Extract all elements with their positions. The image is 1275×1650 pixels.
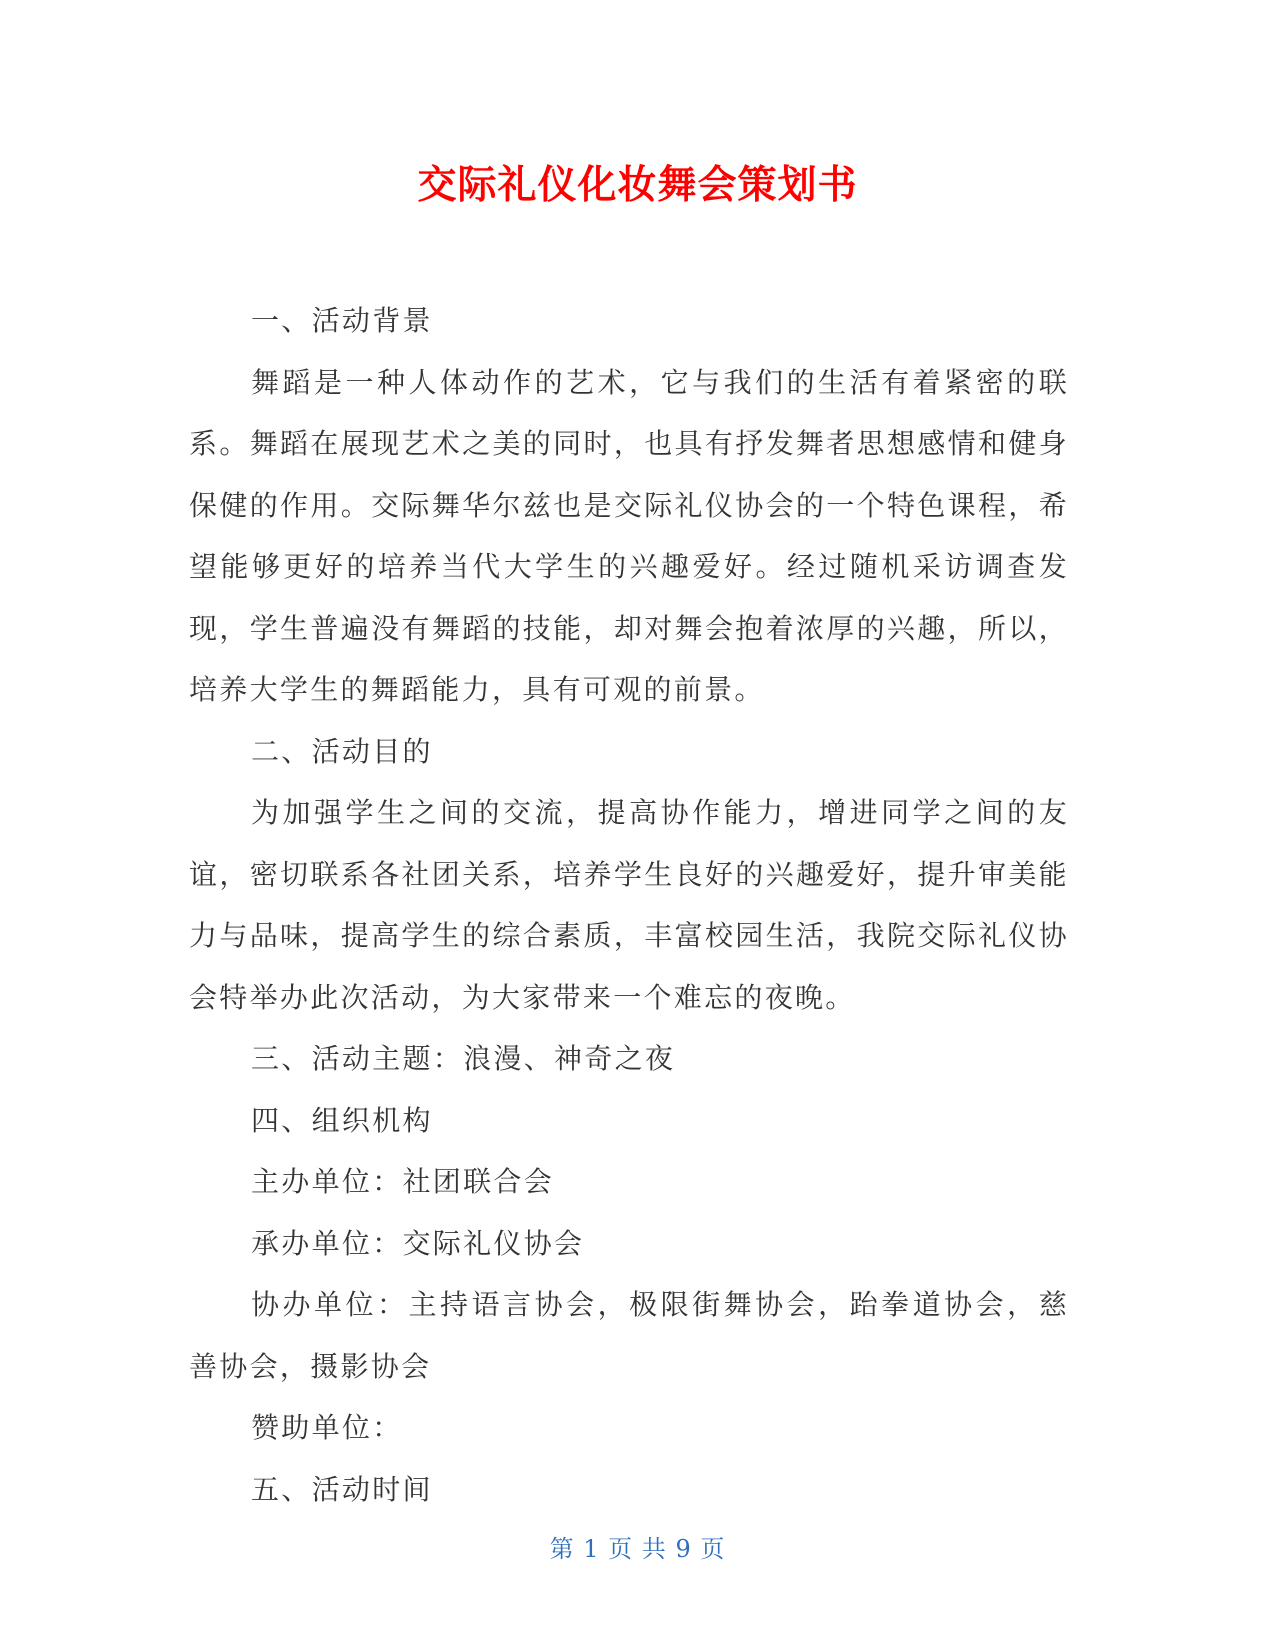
heading-activity-time: 五、活动时间 xyxy=(251,1472,433,1506)
page-number-footer: 第 1 页 共 9 页 xyxy=(549,1535,726,1563)
heading-activity-theme: 三、活动主题：浪漫、神奇之夜 xyxy=(251,1042,676,1075)
sponsor-line: 赞助单位： xyxy=(251,1411,403,1444)
heading-activity-purpose: 二、活动目的 xyxy=(251,734,433,768)
document-title: 交际礼仪化妆舞会策划书 xyxy=(417,163,858,208)
paragraph-activity-purpose: 为加强学生之间的交流，提高协作能力，增进同学之间的友谊，密切联系各社团关系，培养学生良好的兴趣爱好，提升审美能力与品味，提高学生的综合素质，丰富校园生活，我院交际礼仪协会特举办此次活动，为大家带来一个难忘的夜晚。 xyxy=(189,796,1069,1014)
document-body xyxy=(189,290,1069,1520)
co-organizer-line: 协办单位：主持语言协会，极限街舞协会，跆拳道协会，慈善协会，摄影协会 xyxy=(189,1288,1069,1383)
undertaker-line: 承办单位：交际礼仪协会 xyxy=(251,1226,585,1260)
heading-activity-background: 一、活动背景 xyxy=(251,304,433,337)
heading-organization: 四、组织机构 xyxy=(251,1103,433,1137)
paragraph-activity-background: 舞蹈是一种人体动作的艺术，它与我们的生活有着紧密的联系。舞蹈在展现艺术之美的同时，也具有抒发舞者思想感情和健身保健的作用。交际舞华尔兹也是交际礼仪协会的一个特色课程，希望能够更好的培养当代大学生的兴趣爱好。经过随机采访调查发现，学生普遍没有舞蹈的技能，却对舞会抱着浓厚的兴趣，所以，培养大学生的舞蹈能力，具有可观的前景。 xyxy=(189,365,1069,706)
organizer-line: 主办单位：社团联合会 xyxy=(251,1165,555,1198)
